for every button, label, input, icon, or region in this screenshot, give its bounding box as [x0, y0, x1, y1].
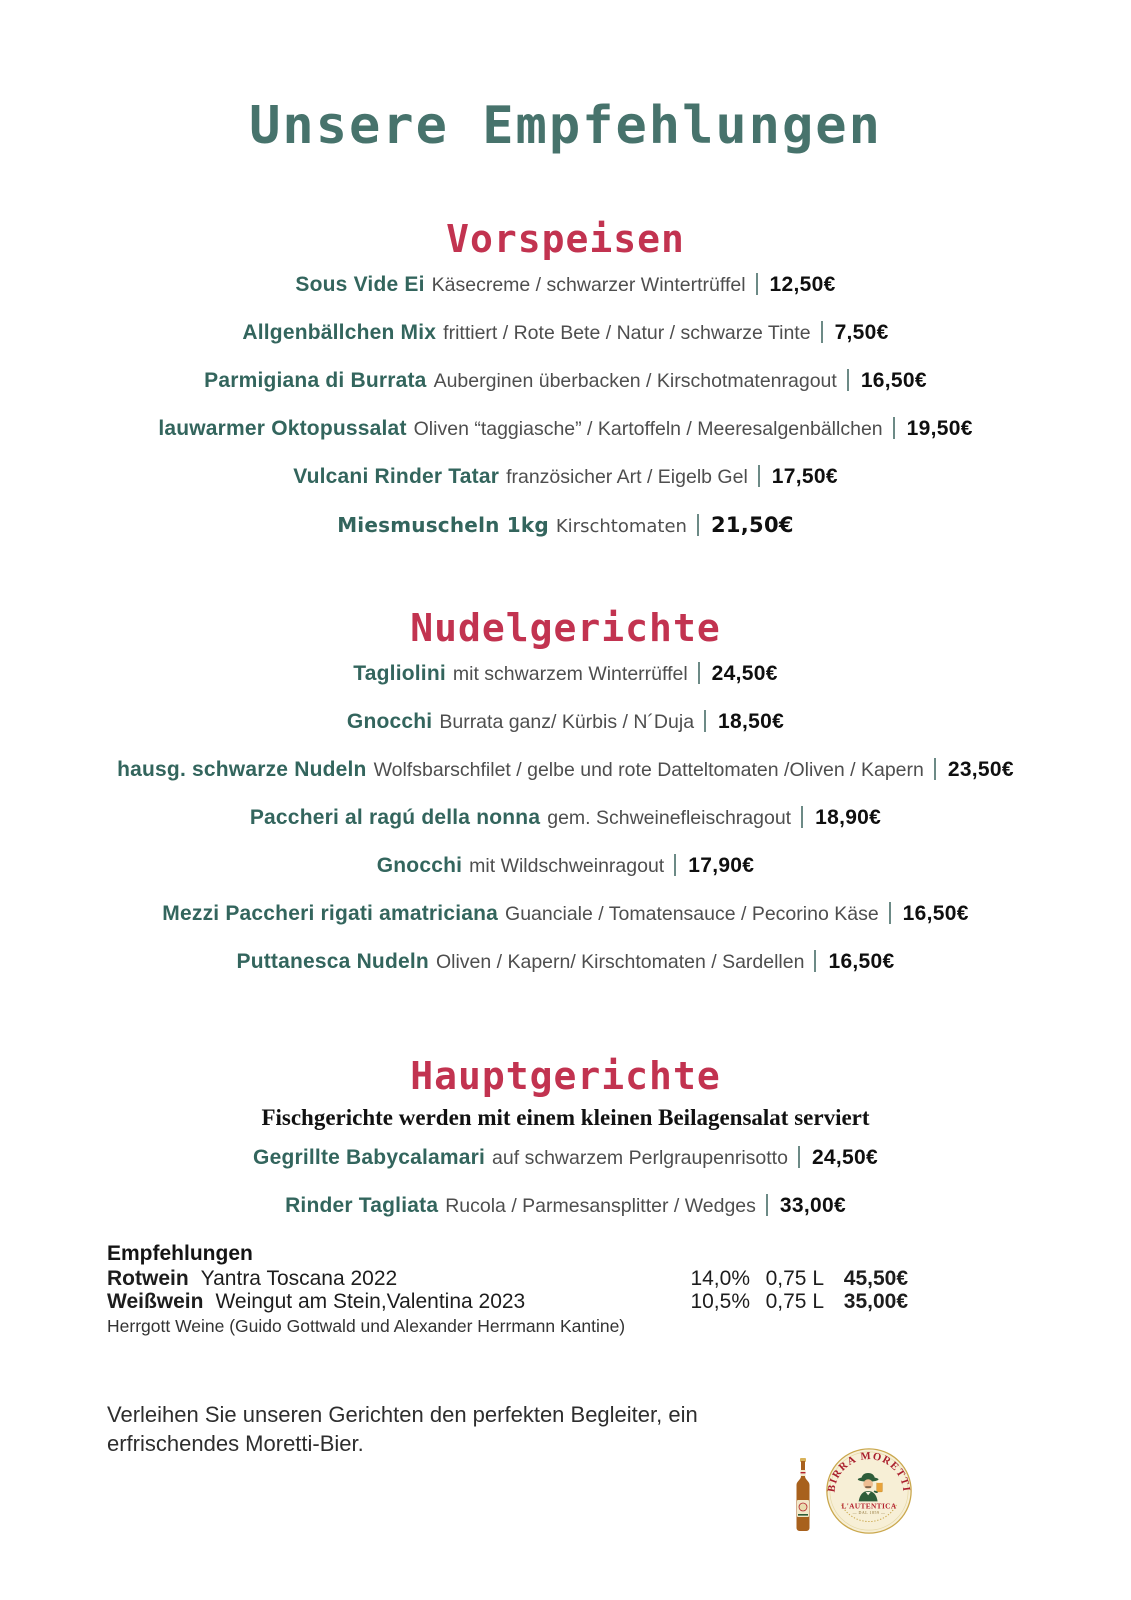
menu-item	[0, 757, 1131, 785]
menu-item	[0, 1145, 1131, 1173]
dish-description: Oliven “taggiasche” / Kartoffeln / Meeresalgenbällchen	[413, 418, 883, 440]
dish-price: 19,50€	[906, 417, 973, 440]
dish-description: gem. Schweinefleischragout	[547, 807, 792, 829]
menu-item	[0, 1193, 1131, 1221]
menu-item	[0, 949, 1131, 977]
menu-item	[0, 320, 1131, 348]
dish-name: Parmigiana di Burrata	[204, 369, 427, 392]
wine-abv: 14,0%	[690, 1267, 750, 1290]
wine-type: Weißwein	[107, 1290, 204, 1313]
dish-name: Tagliolini	[353, 662, 446, 685]
price-divider	[697, 514, 699, 536]
price-divider	[698, 662, 700, 684]
dish-price: 18,90€	[815, 806, 882, 829]
dish-description: Käsecreme / schwarzer Wintertrüffel	[431, 274, 746, 296]
dish-price: 18,50€	[718, 710, 785, 733]
price-divider	[766, 1194, 768, 1216]
price-divider	[814, 950, 816, 972]
wine-footnote: Herrgott Weine (Guido Gottwald und Alexander Herrmann Kantine)	[107, 1316, 626, 1336]
price-divider	[893, 417, 895, 439]
moretti-badge	[826, 1448, 912, 1539]
wine-heading: Empfehlungen	[107, 1242, 253, 1265]
price-divider	[889, 902, 891, 924]
price-divider	[758, 465, 760, 487]
wine-price: 45,50€	[843, 1267, 908, 1290]
dish-name: Rinder Tagliata	[285, 1194, 439, 1217]
beer-note-line2: erfrischendes Moretti-Bier.	[107, 1431, 364, 1456]
wine-volume: 0,75 L	[765, 1267, 824, 1290]
dish-name: Mezzi Paccheri rigati amatriciana	[162, 902, 499, 925]
dish-price: 24,50€	[811, 1146, 878, 1169]
price-divider	[821, 321, 823, 343]
dish-name: hausg. schwarze Nudeln	[117, 758, 367, 781]
dish-name: Sous Vide Ei	[295, 273, 425, 296]
fish-dishes-note: Fischgerichte werden mit einem kleinen Beilagensalat serviert	[261, 1105, 870, 1130]
dish-name: lauwarmer Oktopussalat	[158, 417, 407, 440]
page-title: Unsere Empfehlungen	[249, 96, 882, 156]
wine-name-cell	[107, 1267, 686, 1290]
menu-item	[0, 853, 1131, 881]
wine-row	[107, 1290, 908, 1313]
price-divider	[756, 273, 758, 295]
section-title-hauptgerichte: Hauptgerichte	[410, 1054, 721, 1098]
dish-price: 16,50€	[860, 369, 927, 392]
menu-item	[0, 901, 1131, 929]
dish-description: Kirschtomaten	[555, 516, 687, 537]
dish-name: Vulcani Rinder Tatar	[293, 465, 500, 488]
wine-volume: 0,75 L	[765, 1290, 824, 1313]
beer-note	[107, 1400, 698, 1458]
price-divider	[801, 806, 803, 828]
badge-year-text: — DAL 1859 —	[852, 1510, 886, 1516]
menu-item	[0, 272, 1131, 300]
badge-brand-text: BIRRA MORETTI	[826, 1449, 912, 1494]
dish-name: Puttanesca Nudeln	[236, 950, 429, 973]
dish-description: Rucola / Parmesansplitter / Wedges	[445, 1195, 756, 1217]
dish-name: Gegrillte Babycalamari	[253, 1146, 486, 1169]
section-items-hauptgerichte	[0, 1145, 1131, 1221]
section-title-nudelgerichte: Nudelgerichte	[410, 606, 721, 650]
dish-price: 21,50€	[710, 513, 794, 537]
wine-recommendations	[107, 1241, 908, 1337]
price-divider	[847, 369, 849, 391]
dish-description: mit Wildschweinragout	[469, 855, 665, 877]
dish-name: Gnocchi	[346, 710, 433, 733]
dish-description: auf schwarzem Perlgraupenrisotto	[492, 1147, 788, 1169]
footer	[0, 1396, 1131, 1556]
dish-price: 23,50€	[947, 758, 1014, 781]
price-divider	[674, 854, 676, 876]
beer-note-line1: Verleihen Sie unseren Gerichten den perfekten Begleiter, ein	[107, 1402, 698, 1427]
dish-description: französicher Art / Eigelb Gel	[506, 466, 748, 488]
price-divider	[798, 1146, 800, 1168]
dish-name: Allgenbällchen Mix	[242, 321, 437, 344]
dish-description: Guanciale / Tomatensauce / Pecorino Käse	[505, 903, 879, 925]
dish-description: Burrata ganz/ Kürbis / N´Duja	[439, 711, 695, 733]
dish-price: 12,50€	[769, 273, 836, 296]
dish-price: 33,00€	[779, 1194, 846, 1217]
dish-name: Miesmuscheln 1kg	[337, 513, 549, 537]
menu-item	[0, 368, 1131, 396]
dish-name: Paccheri al ragú della nonna	[249, 806, 541, 829]
dish-description: Wolfsbarschfilet / gelbe und rote Datteltomaten /Oliven / Kapern	[373, 759, 924, 781]
wine-price: 35,00€	[843, 1290, 908, 1313]
dish-name: Gnocchi	[376, 854, 463, 877]
dish-description: frittiert / Rote Bete / Natur / schwarze Tinte	[443, 322, 811, 344]
dish-price: 17,90€	[688, 854, 755, 877]
dish-description: mit schwarzem Winterrüffel	[452, 663, 688, 685]
beer-bottle-icon	[793, 1458, 813, 1537]
dish-price: 17,50€	[771, 465, 838, 488]
badge-subtitle-text: L'AUTENTICA	[841, 1501, 897, 1511]
dish-price: 16,50€	[828, 950, 895, 973]
menu-item	[0, 805, 1131, 833]
dish-price: 7,50€	[834, 321, 889, 344]
price-divider	[934, 758, 936, 780]
dish-price: 24,50€	[711, 662, 778, 685]
menu-item	[0, 512, 1131, 541]
menu-item	[0, 464, 1131, 492]
wine-name: Weingut am Stein,Valentina 2023	[215, 1290, 526, 1313]
dish-description: Auberginen überbacken / Kirschotmatenragout	[433, 370, 837, 392]
dish-description: Oliven / Kapern/ Kirschtomaten / Sardellen	[435, 951, 805, 973]
section-title-vorspeisen: Vorspeisen	[446, 217, 685, 261]
price-divider	[704, 710, 706, 732]
wine-name: Yantra Toscana 2022	[200, 1267, 398, 1290]
dish-price: 16,50€	[902, 902, 969, 925]
wine-abv: 10,5%	[690, 1290, 750, 1313]
menu-item	[0, 709, 1131, 737]
wine-row	[107, 1267, 908, 1290]
wine-name-cell	[107, 1290, 686, 1313]
section-items-vorspeisen	[0, 272, 1131, 541]
section-items-nudelgerichte	[0, 661, 1131, 977]
wine-type: Rotwein	[107, 1267, 189, 1290]
menu-item	[0, 661, 1131, 689]
menu-item	[0, 416, 1131, 444]
